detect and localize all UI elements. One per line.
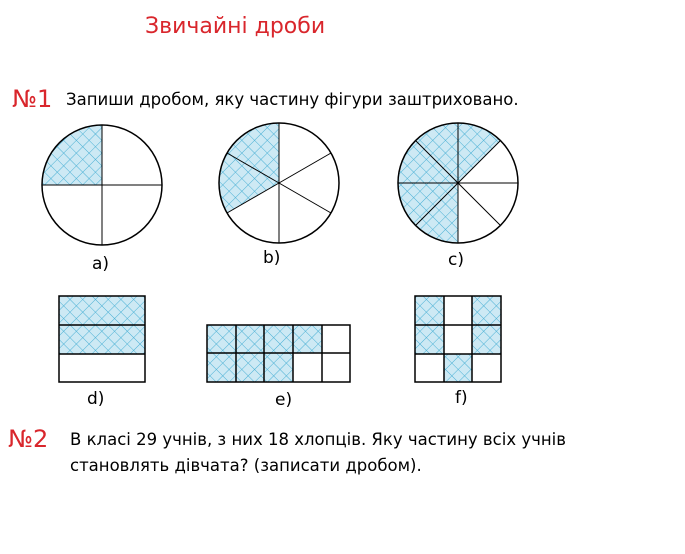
figure-a-label: a)	[92, 254, 110, 274]
figure-c-label: c)	[448, 250, 464, 270]
figure-d	[59, 296, 145, 409]
figure-c	[398, 123, 518, 270]
figure-e	[207, 325, 350, 410]
task2-text-line1: В класі 29 учнів, з них 18 хлопців. Яку частину всіх учнів	[70, 430, 566, 449]
task1-number: №1	[12, 85, 53, 113]
figure-e-label: e)	[275, 390, 293, 410]
page-title: Звичайні дроби	[145, 14, 326, 39]
task2-number: №2	[8, 425, 49, 453]
task1-text: Запиши дробом, яку частину фігури заштриховано.	[66, 90, 519, 109]
figure-f-label: f)	[455, 388, 468, 408]
figure-a	[42, 125, 162, 274]
figure-d-label: d)	[87, 389, 105, 409]
task2-text-line2: становлять дівчата? (записати дробом).	[70, 456, 422, 475]
figure-f	[415, 296, 501, 408]
figure-b	[219, 123, 339, 268]
figure-b-label: b)	[263, 248, 281, 268]
